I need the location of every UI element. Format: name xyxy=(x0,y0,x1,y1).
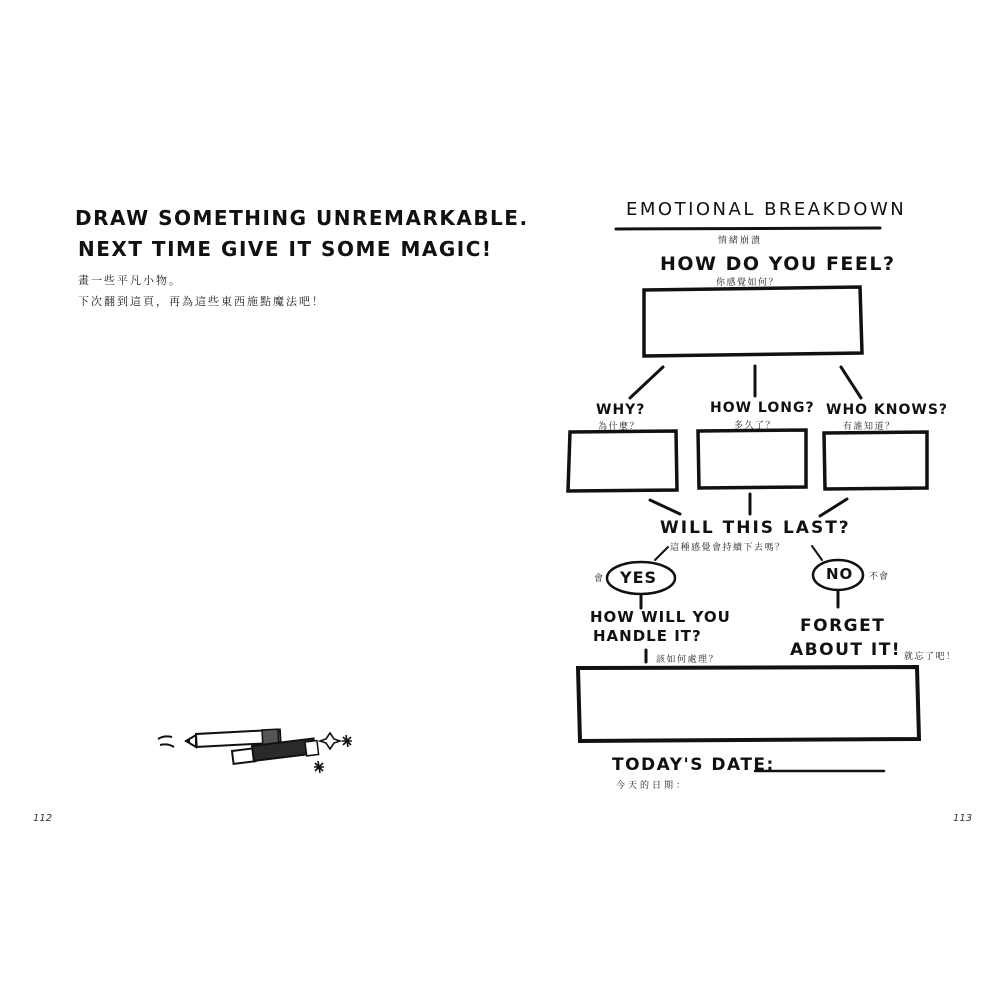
page-title-chinese: 情緒崩潰 xyxy=(718,236,763,246)
forget-line-1: FORGET xyxy=(800,616,886,636)
why-answer-box xyxy=(568,431,677,491)
connector-last-no xyxy=(812,546,822,560)
who-knows-label-chinese: 有誰知道？ xyxy=(843,422,896,432)
how-long-answer-box xyxy=(698,430,806,488)
forget-line-2: ABOUT IT! xyxy=(790,640,902,660)
left-title-line-2: NEXT TIME GIVE IT SOME MAGIC! xyxy=(78,237,493,261)
page-number-left: 112 xyxy=(33,813,53,824)
date-label-chinese: 今天的日期： xyxy=(616,781,689,791)
feel-answer-box xyxy=(644,287,862,356)
page-number-right: 113 xyxy=(953,813,973,824)
yes-label-chinese: 會 xyxy=(594,574,604,584)
left-title-line-1: DRAW SOMETHING UNREMARKABLE. xyxy=(75,206,529,230)
handle-answer-box xyxy=(578,667,919,741)
connector-why xyxy=(630,367,663,398)
how-long-label-chinese: 多久了？ xyxy=(734,421,777,431)
connector-who-knows xyxy=(841,367,861,398)
page-title: EMOTIONAL BREAKDOWN xyxy=(626,199,907,220)
feel-question: HOW DO YOU FEEL? xyxy=(660,253,896,275)
left-chinese-line-2: 下次翻到這頁，再為這些東西施點魔法吧！ xyxy=(78,295,325,308)
date-label: TODAY'S DATE: xyxy=(612,755,775,775)
last-question: WILL THIS LAST? xyxy=(660,518,851,538)
connector-last-yes xyxy=(655,547,668,560)
feel-question-chinese: 你感覺如何？ xyxy=(716,278,780,288)
handle-question-chinese: 該如何處理？ xyxy=(656,655,720,665)
no-label: NO xyxy=(826,565,854,583)
why-label: WHY? xyxy=(596,402,646,418)
who-knows-answer-box xyxy=(824,432,927,489)
who-knows-label: WHO KNOWS? xyxy=(826,402,949,418)
no-label-chinese: 不會 xyxy=(869,572,890,582)
how-long-label: HOW LONG? xyxy=(710,400,815,416)
handle-question-line-2: HANDLE IT? xyxy=(593,627,702,645)
left-chinese-line-1: 畫一些平凡小物。 xyxy=(78,274,182,287)
connector-who-knows-last xyxy=(820,499,847,516)
last-question-chinese: 這種感覺會持續下去嗎？ xyxy=(670,543,786,553)
yes-label: YES xyxy=(620,568,658,587)
connector-why-last xyxy=(650,500,680,514)
title-underline xyxy=(616,228,880,229)
forget-chinese: 就忘了吧！ xyxy=(904,652,957,662)
why-label-chinese: 為什麼？ xyxy=(598,422,641,432)
handle-question-line-1: HOW WILL YOU xyxy=(590,608,731,626)
